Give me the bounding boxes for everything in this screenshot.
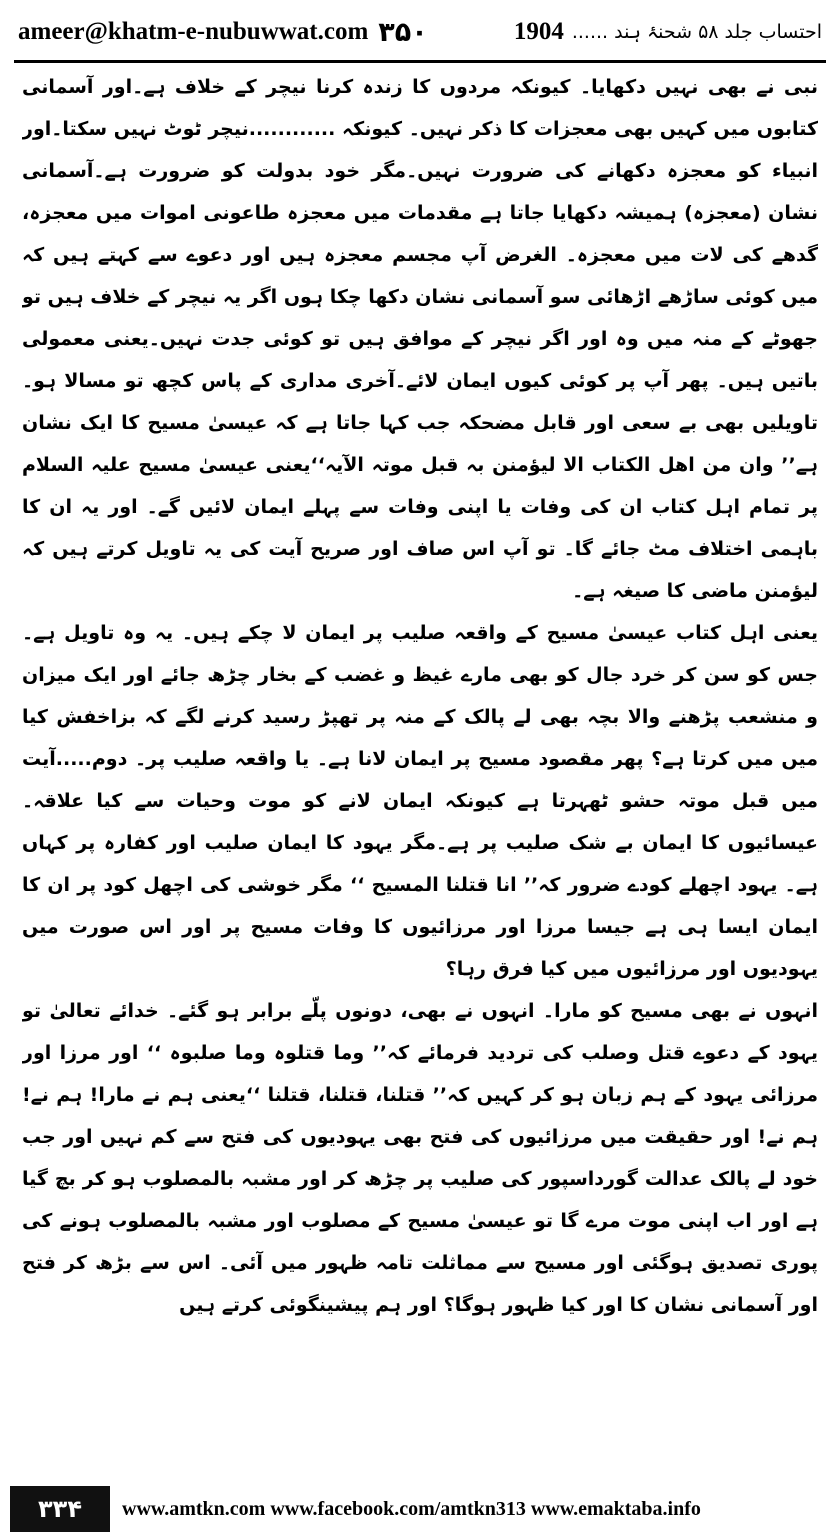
paragraph-2: یعنی اہل کتاب عیسیٰ مسیح کے واقعہ صلیب پر ایمان لا چکے ہیں۔ یہ وہ تاویل ہے۔جس کو سن کر خرد جال کو بھی مارے غیظ و غضب کے بخار چڑھ جائے اور ایک میزان و منشعب پڑھنے والا بچہ بھی لے پالک کے منہ پر تھپڑ رسید کرنے لگے کہ بزاخفش کیا میں میں کرتا ہے؟ پھر مقصود مسیح پر ایمان لانا ہے۔ یا واقعہ صلیب پر۔ دوم.....آیت میں قبل موتہ حشو ٹھہرتا ہے کیونکہ ایمان لانے کو موت وحیات سے کیا علاقہ۔عیسائیوں کا ایمان بے شک صلیب پر ہے۔مگر یہود کا ایمان صلیب اور کفارہ پر کہاں ہے۔ یہود اچھلے کودے ضرور کہ’’ انا قتلنا المسیح ‘‘ مگر خوشی کی اچھل کود پر ان کا ایمان ایسا ہی ہے جیسا مرزا اور مرزائیوں کا وفات مسیح پر اور اس صورت میں یہودیوں اور مرزائیوں میں کیا فرق رہا؟	[22, 622, 818, 980]
header-journal: احتساب جلد ۵۸ شحنۂ ہند ......	[571, 21, 822, 43]
header-rule	[14, 60, 826, 63]
header-page-number: ۳۵۰	[378, 16, 428, 48]
page-header	[18, 10, 822, 54]
header-left	[18, 17, 428, 48]
page-body	[22, 66, 818, 1446]
header-email[interactable]: ameer@khatm-e-nubuwwat.com	[18, 18, 369, 45]
header-year: 1904	[513, 18, 564, 45]
header-right	[514, 18, 822, 46]
page-footer	[10, 1486, 830, 1532]
paragraph-3: انہوں نے بھی مسیح کو مارا۔ انہوں نے بھی، دونوں پلّے برابر ہو گئے۔ خدائے تعالیٰ تو یہود کے دعوے قتل وصلب کی تردید فرمائے کہ’’ وما قتلوہ وما صلبوہ ‘‘ اور مرزا اور مرزائی یہود کے ہم زبان ہو کر کہیں کہ’’ قتلنا، قتلنا، قتلنا ‘‘یعنی ہم نے مارا! ہم نے! ہم نے! اور حقیقت میں مرزائیوں کی فتح بھی یہودیوں کی فتح سے کم نہیں اور جب خود لے پالک عدالت گورداسپور کی صلیب پر چڑھ کر اور مشبہ بالمصلوب ہو کر بچ گیا ہے اور اب اپنی موت مرے گا تو عیسیٰ مسیح کے مصلوب اور مشبہ بالمصلوب ہونے کی پوری تصدیق ہوگئی اور مسیح سے مماثلت تامہ ظہور میں آئی۔ اس سے بڑھ کر فتح اور آسمانی نشان کا اور کیا ظہور ہوگا؟ اور ہم پیشینگوئی کرتے ہیں	[22, 1000, 818, 1316]
footer-urls[interactable]: www.amtkn.com www.facebook.com/amtkn313 www.emaktaba.info	[122, 1497, 701, 1520]
footer-page-box: ۳۳۴	[10, 1486, 110, 1532]
paragraph-1: نبی نے بھی نہیں دکھایا۔ کیونکہ مردوں کا زندہ کرنا نیچر کے خلاف ہے۔اور آسمانی کتابوں میں کہیں بھی معجزات کا ذکر نہیں۔ کیونکہ ............نیچر ٹوٹ نہیں سکتا۔اور انبیاء کو معجزہ دکھانے کی ضرورت نہیں۔مگر خود بدولت کو ضرورت ہے۔آسمانی نشان (معجزہ) ہمیشہ دکھایا جاتا ہے مقدمات میں معجزہ طاعونی اموات میں معجزہ، گدھے کی لات میں معجزہ۔ الغرض آپ مجسم معجزہ ہیں اور دعوے سے کہتے ہیں کہ میں کوئی ساڑھے اڑھائی سو آسمانی نشان دکھا چکا ہوں اگر یہ نیچر کے خلاف ہیں تو جھوٹے کے منہ میں وہ اور اگر نیچر کے موافق ہیں تو کوئی جدت نہیں۔یعنی معمولی باتیں ہیں۔ پھر آپ پر کوئی کیوں ایمان لائے۔آخری مداری کے پاس کچھ تو مسالا ہو۔تاویلیں بھی بے سعی اور قابل مضحکہ جب کہا جاتا ہے کہ عیسیٰ مسیح کا ایک نشان ہے’’ وان من اھل الکتاب الا لیؤمنن بہ قبل موتہ الآیہ‘‘یعنی عیسیٰ مسیح علیہ السلام پر تمام اہل کتاب ان کی وفات یا اپنی وفات سے پہلے ایمان لائیں گے۔ اور یہ ان کا باہمی اختلاف مٹ جائے گا۔ تو آپ اس صاف اور صریح آیت کی یہ تاویل کرتے ہیں کہ لیؤمنن ماضی کا صیغہ ہے۔	[22, 76, 818, 602]
